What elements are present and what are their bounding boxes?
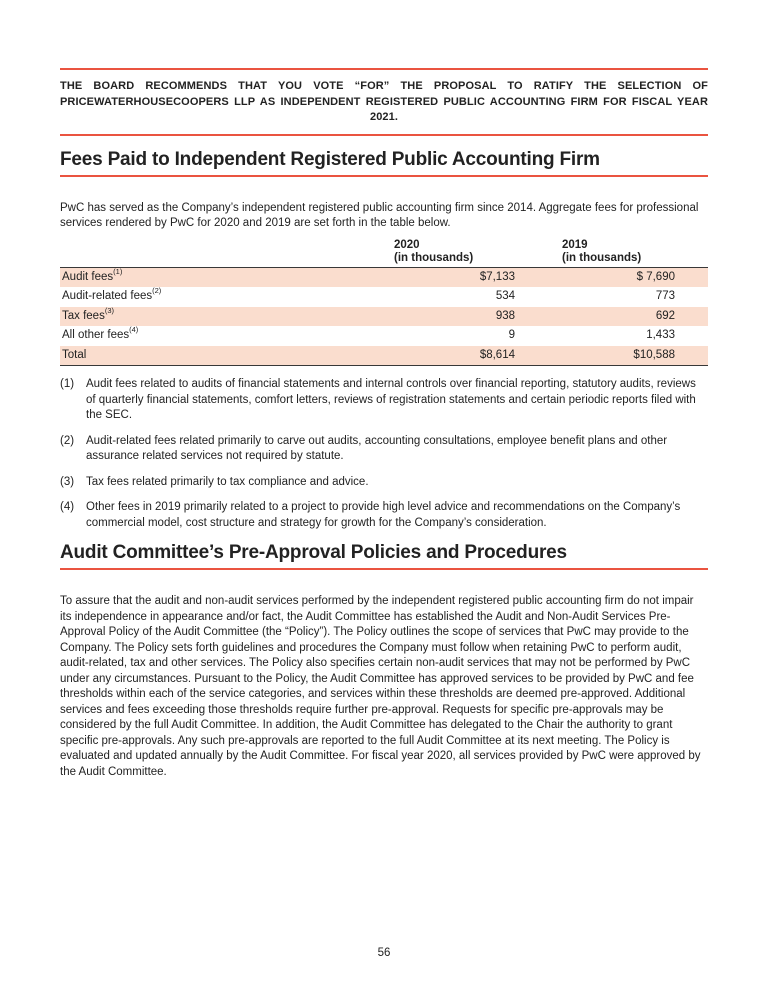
fee-row-value-2019: 1,433 [646, 329, 675, 341]
fee-row-value-2020: $8,614 [479, 348, 515, 361]
preapproval-section-heading: Audit Committee’s Pre-Approval Policies and Procedures [60, 541, 708, 570]
footnote-item [60, 377, 708, 424]
footnote-marker: (1) [60, 378, 75, 390]
fee-row-value-2019: 773 [655, 290, 675, 302]
fee-row-value-2019: 692 [655, 309, 675, 322]
fee-row-value-2020: 534 [495, 290, 515, 302]
header-empty-cell [60, 239, 394, 268]
footnote-text: Other fees in 2019 primarily related to a project to provide high level advice and recommendations on the Company’s commercial model, cost structure and strategy for growth for the Company’s consideration. [86, 501, 681, 529]
footnote-item [60, 434, 708, 465]
fee-row-label: Total [62, 348, 87, 361]
footnote-item [60, 500, 708, 531]
fee-row-value-2019: $10,588 [633, 348, 675, 361]
header-row [60, 239, 708, 268]
fee-row-value-2020: $7,133 [479, 270, 515, 283]
footnote-marker: (3) [60, 475, 75, 488]
fee-row-label: Audit-related fees$^{(2)}$ [62, 286, 162, 302]
fee-table-row [60, 267, 708, 287]
fee-row-value-2020: 938 [495, 309, 515, 322]
footnote-marker: (2) [60, 434, 75, 447]
fees-section-heading: Fees Paid to Independent Registered Public Accounting Firm [60, 148, 708, 177]
header-2020 [394, 239, 562, 268]
footnote-reference: (1) [113, 266, 123, 276]
header-2020-unit: (in thousands) [394, 252, 474, 264]
footnote-marker: (4) [60, 501, 75, 513]
fees-table-header [60, 239, 708, 268]
preapproval-body-paragraph: To assure that the audit and non-audit services performed by the independent registered public accounting firm do not impair its independence in appearance and/or fact, the Audit Committee has established the Audit and Non-Audit Services Pre-Approval Policy of the Audit Committee (the “Policy”). The Policy outlines the scope of services that PwC may provide to the Company. The Policy sets forth guidelines and procedures the Company must follow when retaining PwC to perform audit, audit-related, tax and other services. The Policy also specifies certain non-audit services that may not be performed by PwC under any circumstances. Pursuant to the Policy, the Audit Committee has approved services to be provided by PwC and fee thresholds within each of the service categories, and services within these thresholds are deemed pre-approved. Additional services and fees exceeding those thresholds require further pre-approval. Requests for specific pre-approvals may be considered by the full Audit Committee. In addition, the Audit Committee has delegated to the Chair the authority to grant specific pre-approvals. Any such pre-approvals are reported to the full Audit Committee at its next meeting. The Policy is evaluated and updated annually by the Audit Committee. For fiscal year 2020, all services provided by PwC were approved by the Audit Committee. [60, 595, 701, 778]
footnote-text: Audit-related fees related primarily to carve out audits, accounting consultations, employee benefit plans and other assurance related services not required by statute. [86, 434, 668, 462]
header-2020-year: 2020 [394, 238, 420, 251]
footnote-text: Audit fees related to audits of financial statements and internal controls over financial reporting, statutory audits, reviews of quarterly financial statements, comfort letters, reviews of registration statements and certain periodic reports filed with the SEC. [86, 378, 696, 421]
fee-row-label: All other fees$^{(4)}$ [62, 325, 139, 341]
fee-table-row [60, 307, 708, 327]
footnote-item [60, 475, 708, 491]
header-2019 [562, 239, 708, 268]
fee-row-value-2019: $ 7,690 [636, 270, 675, 283]
fees-intro-paragraph: PwC has served as the Company’s independent registered public accounting firm since 2014. Aggregate fees for professional services rendered by PwC for 2020 and 2019 are set forth in the table below. [60, 201, 699, 229]
header-2019-year: 2019 [562, 238, 588, 251]
footnote-reference: (3) [104, 305, 114, 315]
page-number: 56 [377, 947, 391, 959]
footnotes-list [60, 377, 708, 531]
header-2019-unit: (in thousands) [562, 252, 642, 264]
fees-table-body [60, 267, 708, 366]
fee-table-row [60, 326, 708, 346]
recommendation-bottom-divider [60, 134, 708, 136]
footnote-text: Tax fees related primarily to tax compliance and advice. [86, 475, 369, 488]
footnote-reference: (4) [129, 325, 139, 334]
footnote-reference: (2) [152, 286, 162, 295]
fee-row-value-2020: 9 [508, 329, 515, 341]
fee-row-label: Tax fees$^{(3)}$ [62, 305, 114, 322]
top-divider [60, 68, 708, 70]
fees-table [60, 239, 708, 367]
board-recommendation-text: THE BOARD RECOMMENDS THAT YOU VOTE “FOR” THE PROPOSAL TO RATIFY THE SELECTION OF PRICEWATERHOUSECOOPERS LLP AS INDEPENDENT REGISTERED PUBLIC ACCOUNTING FIRM FOR FISCAL YEAR 2021. [60, 80, 708, 123]
fee-table-row [60, 346, 708, 366]
fee-row-label: Audit fees$^{(1)}$ [62, 266, 123, 283]
fee-table-row [60, 287, 708, 307]
